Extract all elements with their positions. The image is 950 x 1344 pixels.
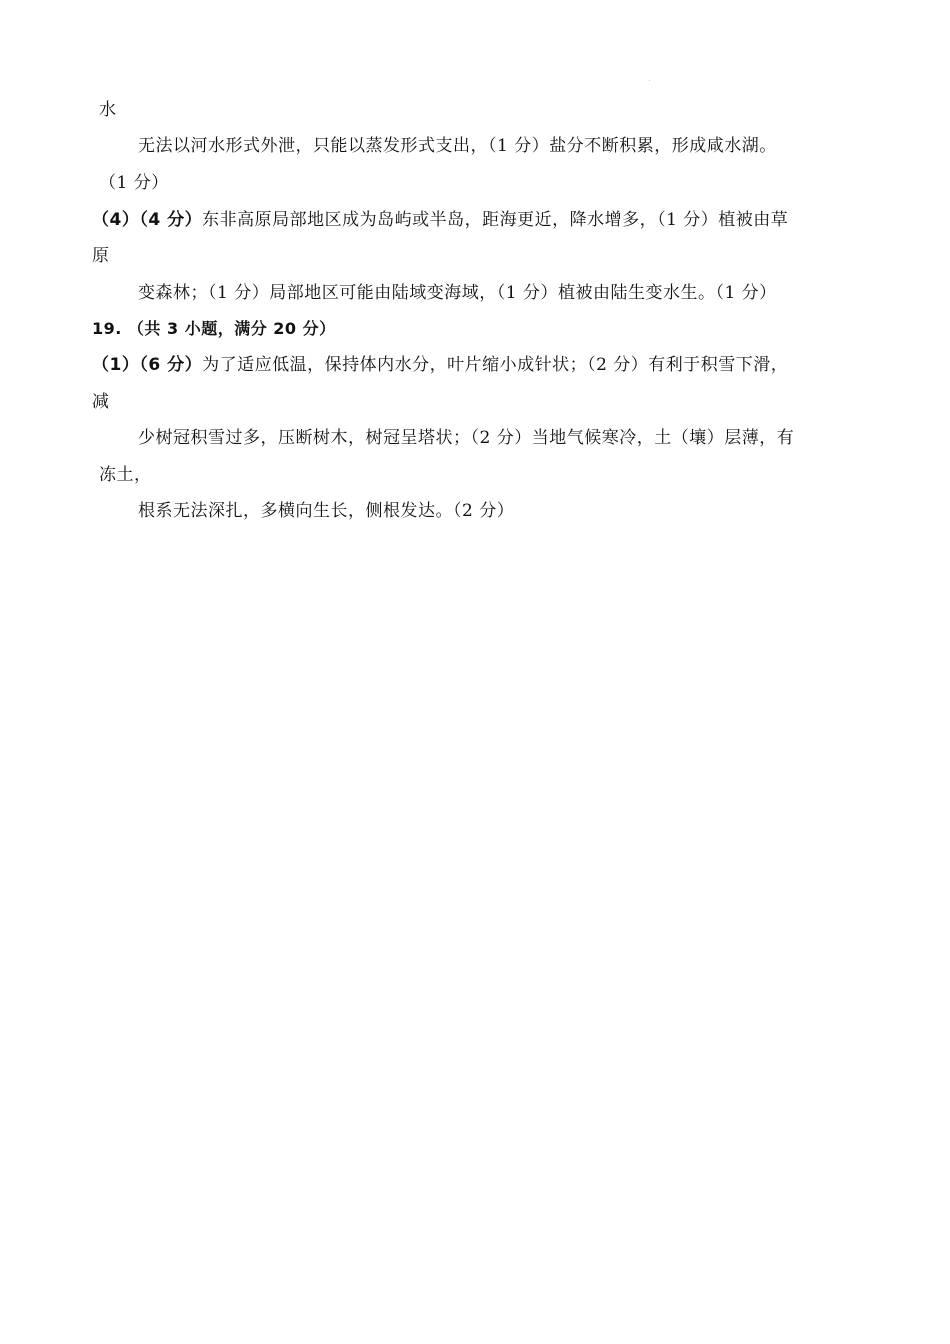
part-number-label: （1）（6 分） [92, 355, 203, 375]
part-answer-text: 东非高原局部地区成为岛屿或半岛，距海更近，降水增多，（1 分）植被由草 [202, 210, 789, 230]
text-line: 减 [92, 392, 110, 412]
question-part-1 [92, 354, 788, 376]
part-answer-text: 为了适应低温，保持体内水分，叶片缩小成针状；（2 分）有利于积雪下滑， [202, 355, 789, 375]
text-line: 水 [99, 100, 117, 120]
question-heading-19: 19. （共 3 小题，满分 20 分） [92, 319, 336, 338]
text-line: 少树冠积雪过多，压断树木，树冠呈塔状；（2 分）当地气候寒冷，土（壤）层薄，有 [138, 428, 795, 448]
text-line: 无法以河水形式外泄，只能以蒸发形式支出，（1 分）盐分不断积累，形成咸水湖。 [138, 136, 777, 156]
text-line: 根系无法深扎，多横向生长，侧根发达。（2 分） [138, 501, 515, 521]
part-number-label: （4）（4 分） [92, 210, 203, 230]
scan-speck [649, 80, 650, 81]
text-line: 变森林；（1 分）局部地区可能由陆域变海域，（1 分）植被由陆生变水生。（1 分） [138, 283, 777, 303]
text-line: 冻土， [99, 465, 152, 485]
text-line: 原 [92, 246, 110, 266]
question-part-4 [92, 209, 788, 231]
text-line: （1 分） [99, 173, 169, 193]
